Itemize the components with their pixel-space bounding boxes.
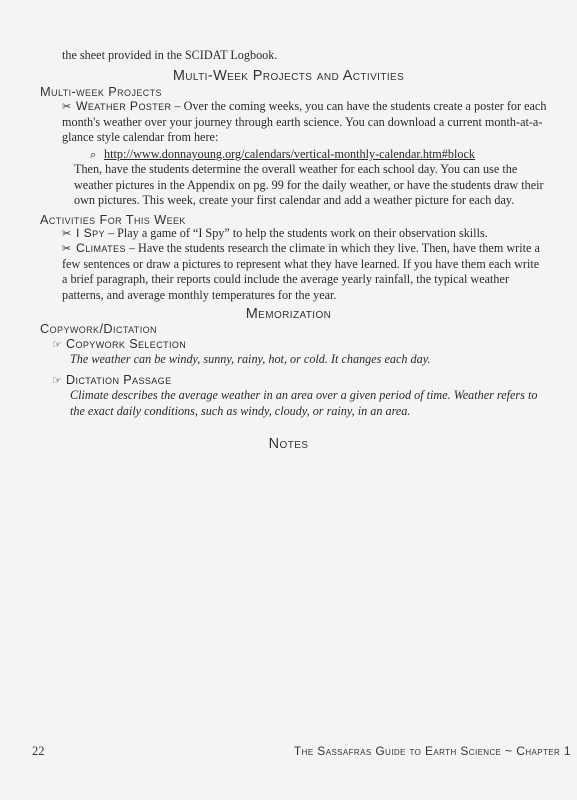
- footer-title: The Sassafras Guide to Earth Science ~ Chapter 1: [293, 744, 571, 758]
- climates-item: [62, 241, 547, 303]
- copywork-selection-heading: [52, 337, 186, 353]
- weather-poster-text2: Then, have the students determine the overall weather for each school day. You can use the weather pictures in the Appendix on pg. 99 for the daily weather, or have the students draw their own pictures. This week, create your first calendar and add a weather picture for each day.: [74, 162, 544, 208]
- pointer-icon: ☞: [52, 374, 62, 387]
- weather-poster-title: Weather Poster: [76, 99, 172, 113]
- climates-title: Climates: [76, 241, 126, 255]
- dictation-passage-heading: [52, 373, 171, 389]
- section-heading-notes: Notes: [268, 436, 309, 452]
- copywork-selection-text: The weather can be windy, sunny, rainy, hot, or cold. It changes each day.: [70, 352, 431, 366]
- calendar-link-row: [90, 147, 475, 163]
- calendar-link[interactable]: http://www.donnayoung.org/calendars/vertical-monthly-calendar.htm#block: [104, 147, 475, 161]
- section-heading-memorization: Memorization: [245, 306, 332, 322]
- scissors-icon: ✂: [62, 227, 72, 240]
- dictation-passage-title: Dictation Passage: [66, 373, 172, 387]
- pointer-icon: ☞: [52, 338, 62, 351]
- dictation-passage-text: Climate describes the average weather in an area over a given period of time. Weather refers to the exact daily conditions, such as windy, cloudy, or rainy, in an area.: [70, 388, 538, 418]
- i-spy-text: – Play a game of “I Spy” to help the students work on their observation skills.: [104, 226, 488, 240]
- subheading-copywork: Copywork/Dictation: [40, 321, 157, 336]
- scissors-icon: ✂: [62, 242, 72, 255]
- page-number: 22: [32, 744, 45, 758]
- section-heading-projects: Multi-Week Projects and Activities: [172, 68, 405, 84]
- i-spy-title: I Spy: [76, 226, 105, 240]
- subheading-multiweek: Multi-week Projects: [40, 84, 162, 99]
- mouse-icon: ⌕: [90, 148, 97, 161]
- i-spy-item: [62, 226, 547, 242]
- copywork-selection-title: Copywork Selection: [66, 337, 187, 351]
- scissors-icon: ✂: [62, 100, 72, 113]
- weather-poster-item: [62, 99, 547, 146]
- intro-line: the sheet provided in the SCIDAT Logbook.: [62, 48, 278, 62]
- climates-text: – Have the students research the climate in which they live. Then, have them write a few sentences or draw a pictures to represent what they have learned. If you have them each write a brief paragraph, their reports could include the average yearly rainfall, the typical weather patterns, and average monthly temperatures for the year.: [62, 241, 540, 302]
- subheading-activities: Activities For This Week: [40, 212, 186, 227]
- weather-poster-text: – Over the coming weeks, you can have the students create a poster for each month's weather over your journey through earth science. You can download a current month-at-a-glance style calendar from here:: [62, 99, 547, 145]
